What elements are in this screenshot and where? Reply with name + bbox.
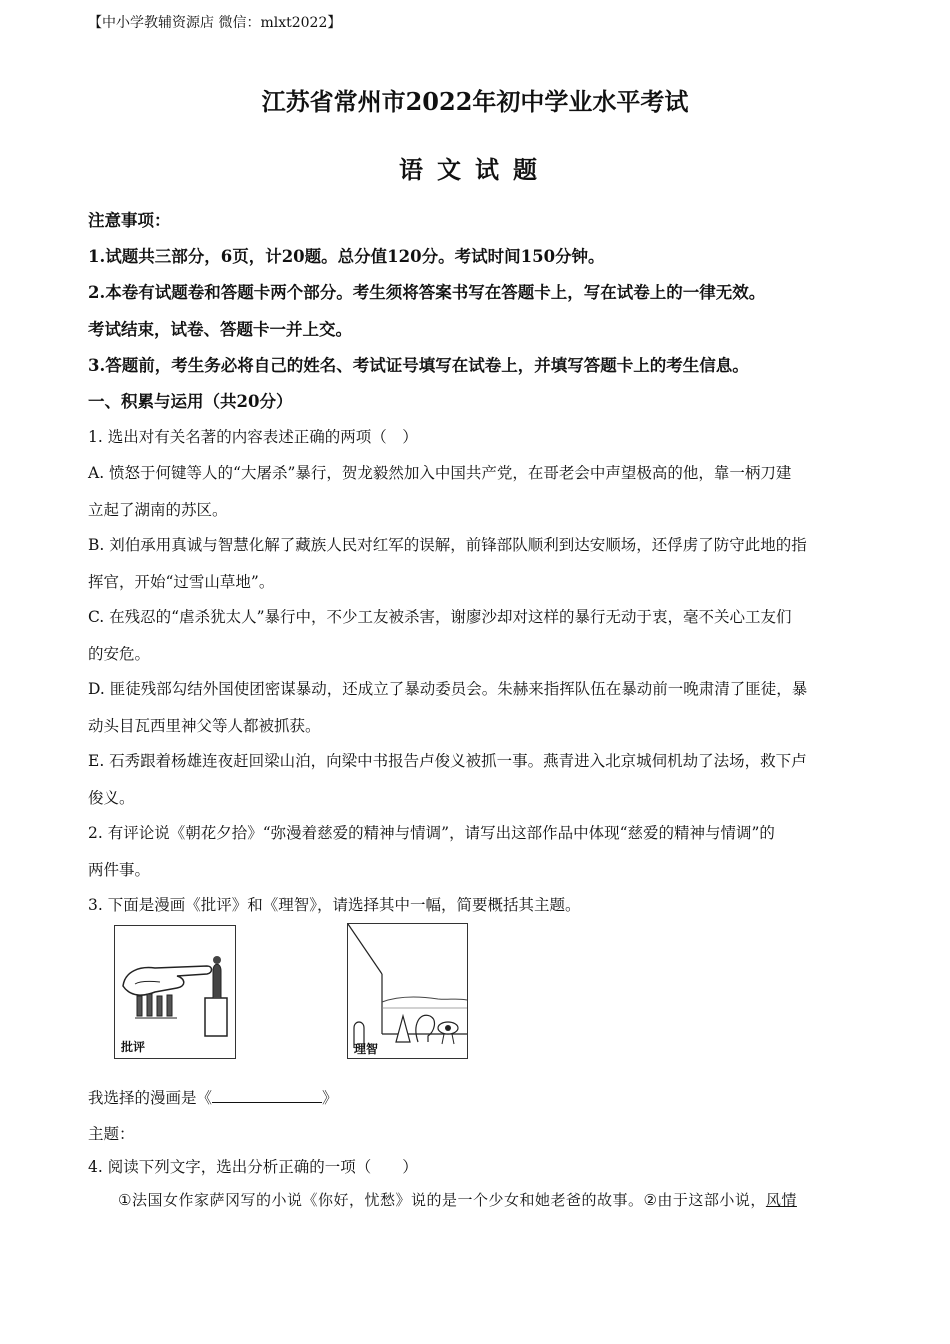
comic-reason-label: 理智: [354, 1042, 379, 1056]
question-1-option-a: A. 愤怒于何键等人的“大屠杀”暴行，贺龙毅然加入中国共产党，在哥老会中声望极高的他，靠一柄刀建: [88, 464, 792, 482]
question-1-option-c-cont: 的安危。: [88, 645, 151, 663]
passage-underlined-text: 风情: [765, 1191, 797, 1209]
question-2-stem-cont: 两件事。: [88, 861, 151, 879]
choice-suffix: 》: [322, 1089, 338, 1107]
notice-heading: 注意事项：: [88, 211, 171, 230]
question-1-option-d-cont: 动头目瓦西里神父等人都被抓获。: [88, 717, 321, 735]
choice-prefix: 我选择的漫画是《: [88, 1089, 213, 1107]
passage-text: ①法国女作家萨冈写的小说《你好，忧愁》说的是一个少女和她老爸的故事。②由于这部小说，: [118, 1191, 766, 1209]
question-3-theme: 主题：: [88, 1125, 135, 1143]
question-1-option-e: E. 石秀跟着杨雄连夜赶回梁山泊，向梁中书报告卢俊义被抓一事。燕青进入北京城伺机劫了法场，救下卢: [88, 752, 807, 770]
question-4-stem: 4. 阅读下列文字，选出分析正确的一项（ ）: [88, 1158, 418, 1176]
question-3-choice-line: [88, 1086, 863, 1108]
exam-title: 江苏省常州市2022年初中学业水平考试: [261, 87, 689, 116]
question-1-stem: 1. 选出对有关名著的内容表述正确的两项（ ）: [88, 428, 418, 446]
question-1-option-b-cont: 挥官，开始“过雪山草地”。: [88, 573, 275, 591]
question-1-option-c: C. 在残忍的“虐杀犹太人”暴行中，不少工友被杀害，谢廖沙却对这样的暴行无动于衷，毫不关心工友们: [88, 608, 792, 626]
section-1-heading: 一、积累与运用（共20分）: [88, 392, 293, 411]
question-1-option-a-cont: 立起了湖南的苏区。: [88, 501, 228, 519]
notice-item-1: 1.试题共三部分，6页，计20题。总分值120分。考试时间150分钟。: [88, 247, 605, 266]
comic-reason-drawing: [348, 924, 467, 1058]
comic-reason: [347, 923, 468, 1059]
notice-item-2-cont: 考试结束，试卷、答题卡一并上交。: [88, 320, 352, 339]
question-2-stem: 2. 有评论说《朝花夕拾》“弥漫着慈爱的精神与情调”，请写出这部作品中体现“慈爱的精神与情调”的: [88, 824, 775, 842]
comic-criticism-label: 批评: [121, 1040, 146, 1054]
notice-item-3: 3.答题前，考生务必将自己的姓名、考试证号填写在试卷上，并填写答题卡上的考生信息。: [88, 356, 749, 375]
question-1-option-b: B. 刘伯承用真诚与智慧化解了藏族人民对红军的误解，前锋部队顺利到达安顺场，还俘虏了防守此地的指: [88, 536, 807, 554]
choice-blank[interactable]: [212, 1088, 322, 1103]
question-4-passage: [118, 1189, 797, 1210]
notice-item-2: 2.本卷有试题卷和答题卡两个部分。考生须将答案书写在答题卡上，写在试卷上的一律无效。: [88, 283, 766, 302]
question-1-option-d: D. 匪徒残部勾结外国使团密谋暴动，还成立了暴动委员会。朱赫来指挥队伍在暴动前一晚肃清了匪徒，暴: [88, 680, 808, 698]
page-header: 【中小学教辅资源店 微信：mlxt2022】: [88, 15, 342, 31]
question-1-option-e-cont: 俊义。: [88, 789, 135, 807]
exam-subtitle: 语文试题: [399, 155, 551, 184]
comic-criticism: [114, 925, 236, 1059]
question-3-stem: 3. 下面是漫画《批评》和《理智》，请选择其中一幅，简要概括其主题。: [88, 896, 581, 914]
